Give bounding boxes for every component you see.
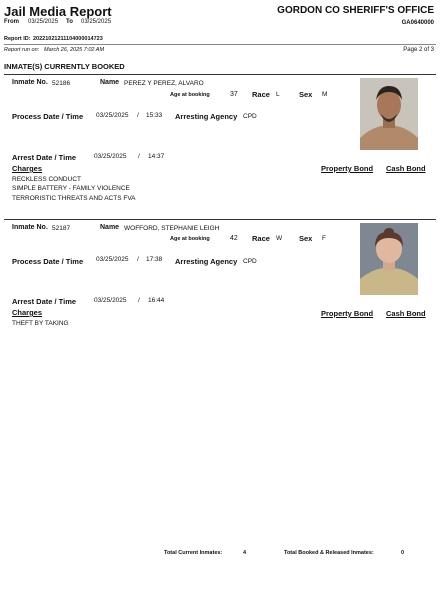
property-bond-label: Property Bond [321,309,374,318]
total-booked-released-label: Total Booked & Released Inmates: [284,550,374,556]
charges-label: Charges [12,164,43,173]
section-divider [4,74,436,75]
section-title: INMATE(S) CURRENTLY BOOKED [4,62,125,71]
charges-label: Charges [12,308,43,317]
from-label: From [4,19,19,25]
name-label: Name [100,224,120,231]
cash-bond-label: Cash Bond [386,309,426,318]
arrest-date: 03/25/2025 [94,153,127,160]
report-id-label: Report ID: [4,36,31,42]
process-slash: / [137,256,139,263]
arrest-date: 03/25/2025 [94,297,127,304]
cash-bond-label: Cash Bond [386,164,426,173]
arrest-date-label: Arrest Date / Time [12,153,77,162]
sex-value: F [322,235,326,242]
arresting-agency: CPD [243,258,257,265]
race-label: Race [252,234,270,243]
mugshot-photo [360,223,418,295]
inmate-no: 52187 [52,225,71,232]
to-label: To [66,19,73,25]
charge-item: THEFT BY TAKING [12,320,69,327]
report-title: Jail Media Report [4,4,112,19]
process-time: 15:33 [146,112,163,119]
name-label: Name [100,79,120,86]
total-current-label: Total Current Inmates: [164,550,223,556]
mugshot-photo [360,78,418,150]
age-label: Age at booking [170,236,210,242]
run-on: March 26, 2025 7:02 AM [44,47,105,53]
process-date-label: Process Date / Time [12,257,84,266]
inmate-no-label: Inmate No. [12,79,48,86]
arresting-agency-label: Arresting Agency [175,257,238,266]
office-name: GORDON CO SHERIFF'S OFFICE [277,5,434,16]
record-divider [4,219,436,220]
charge-item: SIMPLE BATTERY - FAMILY VIOLENCE [12,185,130,192]
property-bond-label: Property Bond [321,164,374,173]
process-slash: / [137,112,139,119]
arresting-agency: CPD [243,113,257,120]
sex-value: M [322,91,328,98]
arrest-slash: / [138,153,140,160]
arrest-date-label: Arrest Date / Time [12,297,77,306]
arrest-time: 16:44 [148,297,165,304]
arresting-agency-label: Arresting Agency [175,112,238,121]
race-value: L [276,91,280,98]
race-label: Race [252,90,270,99]
report-id: 20221021211104000014723 [33,36,103,42]
agency-code: GA0640000 [401,20,434,26]
run-on-label: Report run on: [4,47,40,53]
from-date: 03/25/2025 [28,19,59,25]
arrest-slash: / [138,297,140,304]
inmate-no: 52186 [52,80,71,87]
inmate-no-label: Inmate No. [12,224,48,231]
charge-item: RECKLESS CONDUCT [12,176,81,183]
age-label: Age at booking [170,92,210,98]
divider [4,44,436,45]
arrest-time: 14:37 [148,153,165,160]
to-date: 03/25/2025 [81,19,112,25]
sex-label: Sex [299,90,313,99]
age-value: 37 [230,91,238,98]
inmate-name: PEREZ Y PEREZ, ALVARO [124,80,204,87]
age-value: 42 [230,235,238,242]
total-current: 4 [243,550,247,556]
page-number: Page 2 of 3 [403,47,434,53]
process-date: 03/25/2025 [96,256,129,263]
process-date-label: Process Date / Time [12,112,84,121]
sex-label: Sex [299,234,313,243]
total-booked-released: 0 [401,550,405,556]
process-time: 17:38 [146,256,163,263]
race-value: W [276,235,283,242]
inmate-name: WOFFORD, STEPHANIE LEIGH [124,225,220,232]
process-date: 03/25/2025 [96,112,129,119]
charge-item: TERRORISTIC THREATS AND ACTS FVA [12,195,136,202]
